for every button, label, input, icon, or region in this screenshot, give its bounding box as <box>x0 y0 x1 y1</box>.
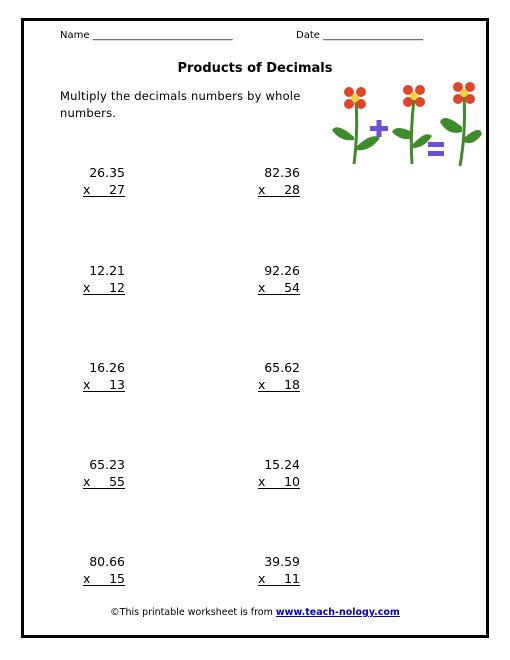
multiplicand: 39.59 <box>264 554 300 569</box>
flowers-illustration <box>332 82 482 172</box>
flower-icon <box>332 87 380 164</box>
problem-1 <box>83 164 145 198</box>
multiplier: 18 <box>284 377 300 392</box>
multiplicand: 26.35 <box>89 165 125 180</box>
plus-icon <box>370 120 388 137</box>
answer-line <box>258 391 300 392</box>
answer-line <box>258 196 300 197</box>
instructions: Multiply the decimals numbers by whole numbers. <box>60 89 301 120</box>
multiplier: 27 <box>109 182 125 197</box>
multiplicand: 15.24 <box>264 457 300 472</box>
problem-3 <box>83 262 145 296</box>
problem-7 <box>83 456 145 490</box>
answer-line <box>258 585 300 586</box>
times-sign: x <box>83 182 91 197</box>
answer-line <box>83 391 125 392</box>
answer-line <box>83 585 125 586</box>
flower-icon <box>440 82 482 166</box>
times-sign: x <box>258 571 266 586</box>
multiplicand: 65.62 <box>264 360 300 375</box>
multiplier: 11 <box>284 571 300 586</box>
multiplicand: 65.23 <box>89 457 125 472</box>
multiplier: 12 <box>109 280 125 295</box>
multiplier: 15 <box>109 571 125 586</box>
problem-10 <box>258 553 320 587</box>
times-sign: x <box>83 474 91 489</box>
times-sign: x <box>258 280 266 295</box>
copyright-text: ©This printable worksheet is from <box>110 607 276 618</box>
problem-8 <box>258 456 320 490</box>
problem-2 <box>258 164 320 198</box>
multiplier: 13 <box>109 377 125 392</box>
times-sign: x <box>83 571 91 586</box>
multiplicand: 80.66 <box>89 554 125 569</box>
multiplicand: 82.36 <box>264 165 300 180</box>
answer-line <box>83 196 125 197</box>
equals-icon <box>428 142 444 156</box>
answer-line <box>83 294 125 295</box>
multiplier: 54 <box>284 280 300 295</box>
times-sign: x <box>258 377 266 392</box>
footer <box>0 607 510 618</box>
times-sign: x <box>258 474 266 489</box>
problem-9 <box>83 553 145 587</box>
worksheet-title: Products of Decimals <box>177 61 333 76</box>
answer-line <box>258 488 300 489</box>
answer-line <box>258 294 300 295</box>
name-field-label: Name ____________________________ <box>60 30 233 41</box>
multiplicand: 16.26 <box>89 360 125 375</box>
date-field-label: Date ____________________ <box>296 30 424 41</box>
multiplier: 28 <box>284 182 300 197</box>
times-sign: x <box>258 182 266 197</box>
answer-line <box>83 488 125 489</box>
multiplicand: 12.21 <box>89 263 125 278</box>
flower-icon <box>392 85 432 164</box>
multiplicand: 92.26 <box>264 263 300 278</box>
problem-6 <box>258 359 320 393</box>
times-sign: x <box>83 280 91 295</box>
problem-5 <box>83 359 145 393</box>
multiplier: 55 <box>109 474 125 489</box>
problem-4 <box>258 262 320 296</box>
multiplier: 10 <box>284 474 300 489</box>
times-sign: x <box>83 377 91 392</box>
teach-nology-link[interactable]: www.teach-nology.com <box>275 607 400 618</box>
